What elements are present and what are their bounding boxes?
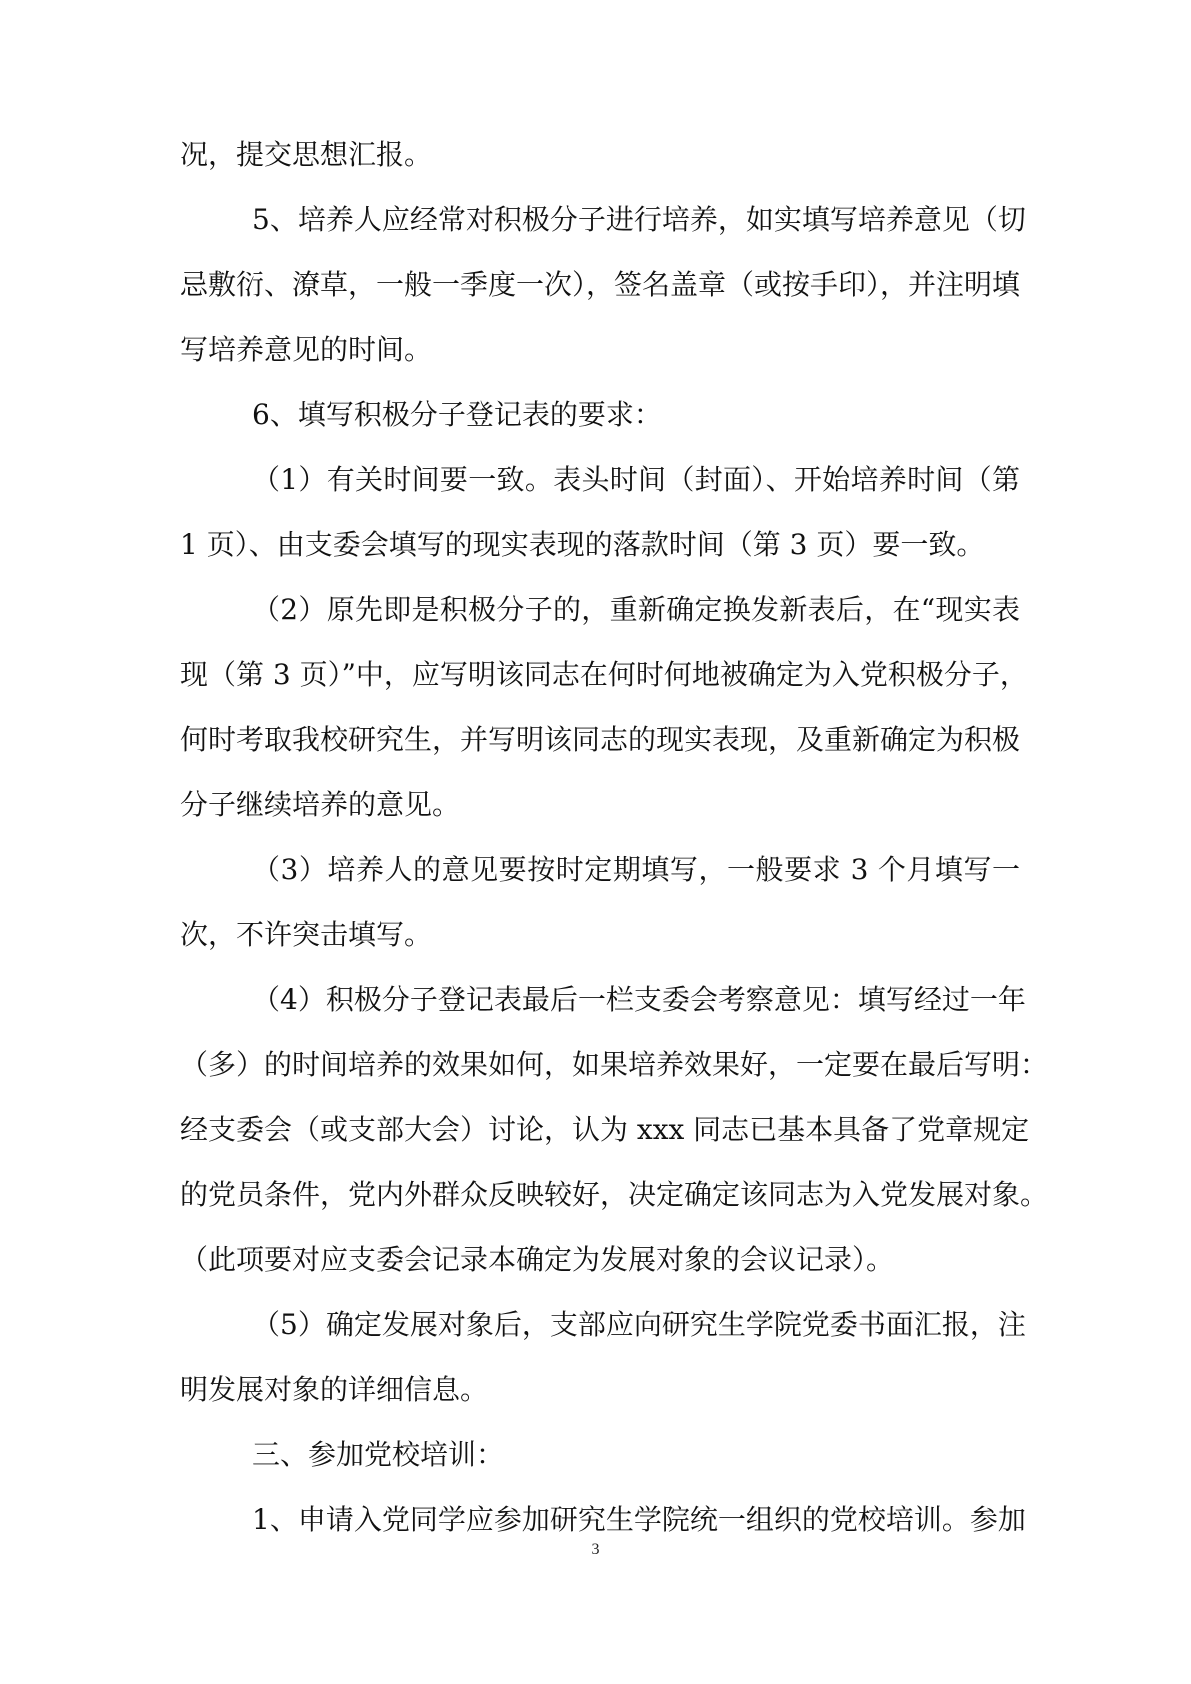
text-line: 1、申请入党同学应参加研究生学院统一组织的党校培训。参加 bbox=[252, 1503, 1026, 1536]
text-line: 5、培养人应经常对积极分子进行培养，如实填写培养意见（切 bbox=[252, 203, 1026, 236]
text-line: 6、填写积极分子登记表的要求： bbox=[252, 398, 662, 431]
text-line: （3）培养人的意见要按时定期填写，一般要求 3 个月填写一 bbox=[252, 853, 1020, 886]
text-line: 况，提交思想汇报。 bbox=[180, 138, 433, 171]
text-line: 何时考取我校研究生，并写明该同志的现实表现，及重新确定为积极 bbox=[180, 723, 1021, 756]
text-line: （1）有关时间要一致。表头时间（封面）、开始培养时间（第 bbox=[252, 463, 1020, 496]
text-line: 分子继续培养的意见。 bbox=[180, 788, 461, 821]
text-line: 次，不许突击填写。 bbox=[180, 918, 433, 951]
text-line: 三、参加党校培训： bbox=[252, 1438, 505, 1471]
text-line: 的党员条件，党内外群众反映较好，决定确定该同志为入党发展对象。 bbox=[180, 1178, 1049, 1211]
text-line: （多）的时间培养的效果如何，如果培养效果好，一定要在最后写明： bbox=[180, 1048, 1049, 1081]
text-line: 1 页）、由支委会填写的现实表现的落款时间（第 3 页）要一致。 bbox=[180, 528, 985, 561]
text-line: 写培养意见的时间。 bbox=[180, 333, 433, 366]
text-line: 明发展对象的详细信息。 bbox=[180, 1373, 489, 1406]
text-line: （此项要对应支委会记录本确定为发展对象的会议记录）。 bbox=[180, 1243, 895, 1276]
text-line: （2）原先即是积极分子的，重新确定换发新表后，在“现实表 bbox=[252, 593, 1020, 626]
text-line: 忌敷衍、潦草，一般一季度一次），签名盖章（或按手印），并注明填 bbox=[180, 268, 1021, 301]
text-line: 现（第 3 页）”中，应写明该同志在何时何地被确定为入党积极分子， bbox=[180, 658, 1028, 691]
text-line: 经支委会（或支部大会）讨论，认为 xxx 同志已基本具备了党章规定 bbox=[180, 1113, 1030, 1146]
page-number: 3 bbox=[591, 1541, 600, 1558]
text-line: （4）积极分子登记表最后一栏支委会考察意见：填写经过一年 bbox=[252, 983, 1026, 1016]
text-line: （5）确定发展对象后，支部应向研究生学院党委书面汇报，注 bbox=[252, 1308, 1026, 1341]
